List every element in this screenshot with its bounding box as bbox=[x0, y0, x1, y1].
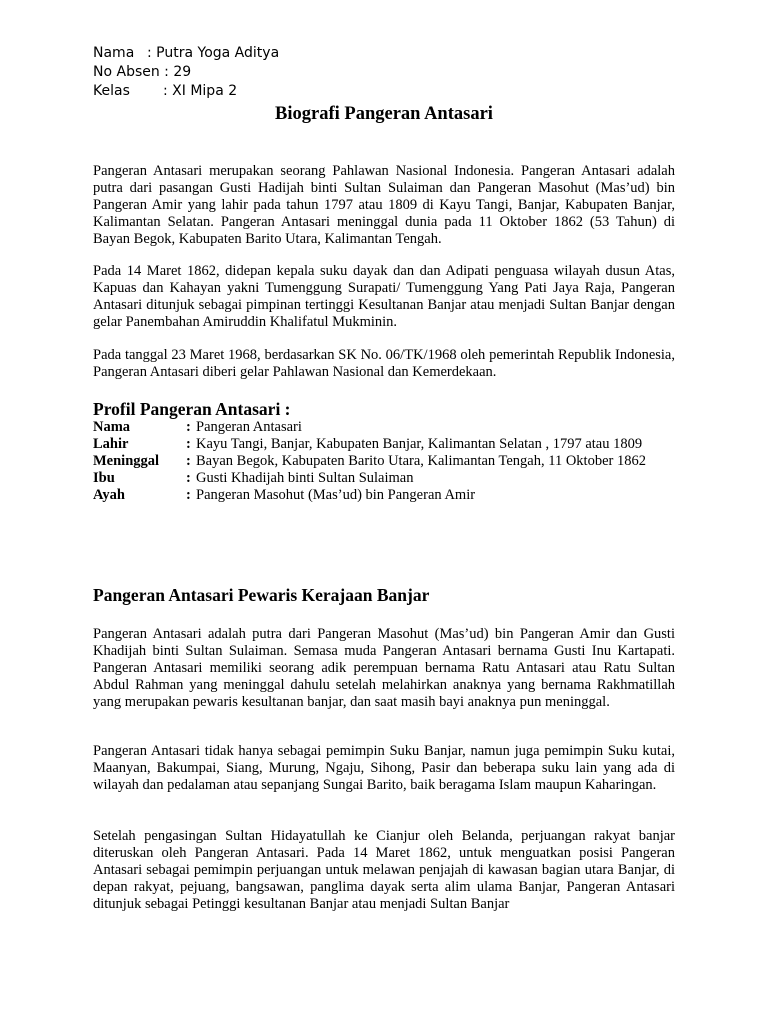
paragraph-text: Pangeran Antasari adalah putra dari Pangeran Masohut (Mas’ud) bin Pangeran Amir dan Gusti Khadijah binti Sultan Sulaiman. Semasa muda Pangeran Antasari bernama Gusti Inu Kartapati. Pangeran Antasari memiliki seorang adik perempuan bernama Ratu Antasari atau Ratu Sultan Abdul Rahman yang meninggal dahulu setelah melahirkan anaknya yang bernama Rakhmatillah yang merupakan pewaris kesultanan banjar, dan saat masih bayi anaknya pun meninggal. bbox=[93, 626, 675, 710]
profile-colon: : bbox=[186, 470, 191, 486]
profile-value: Kayu Tangi, Banjar, Kabupaten Banjar, Kalimantan Selatan , 1797 atau 1809 bbox=[196, 436, 643, 452]
paragraph-text: Setelah pengasingan Sultan Hidayatullah ke Cianjur oleh Belanda, perjuangan rakyat banjar diteruskan oleh Pangeran Antasari. Pada 14 Maret 1862, untuk menguatkan posisi Pangeran Antasari sebagai pemimpin perjuangan untuk melawan penjajah di kawasan bagian utara Banjar, di depan rakyat, pejuang, bangsawan, panglima dayak serta alim ulama Banjar, Pangeran Antasari ditunjuk sebagai Petinggi kesultanan Banjar atau menjadi Sultan Banjar bbox=[93, 828, 675, 912]
paragraph-family bbox=[93, 626, 675, 711]
profile-colon: : bbox=[186, 436, 191, 452]
paragraph-text: Pada 14 Maret 1862, didepan kepala suku dayak dan dan Adipati penguasa wilayah dusun Atas, Kapuas dan Kahayan yakni Tumenggung Surapati/ Tumenggung Yang Pati Jaya Raja, Pangeran Antasari ditunjuk sebagai pimpinan tertinggi Kesultanan Banjar atau menjadi Sultan Banjar dengan gelar Panembahan Amiruddin Khalifatul Mukminin. bbox=[93, 263, 675, 330]
paragraph-text: Pangeran Antasari merupakan seorang Pahlawan Nasional Indonesia. Pangeran Antasari adalah putra dari pasangan Gusti Hadijah binti Sultan Sulaiman dan Pangeran Masohut (Mas’ud) bin Pangeran Amir yang lahir pada tahun 1797 atau 1809 di Kayu Tangi, Banjar, Kabupaten Banjar, Kalimantan Selatan. Pangeran Antasari meninggal dunia pada 11 Oktober 1862 (53 Tahun) di Bayan Begok, Kabupaten Barito Utara, Kalimantan Tengah. bbox=[93, 163, 675, 247]
paragraph-text: Pada tanggal 23 Maret 1968, berdasarkan SK No. 06/TK/1968 oleh pemerintah Republik Indonesia, Pangeran Antasari diberi gelar Pahlawan Nasional dan Kemerdekaan. bbox=[93, 347, 675, 380]
student-name-value: : Putra Yoga Aditya bbox=[147, 45, 280, 61]
profile-row-meninggal bbox=[93, 453, 653, 470]
paragraph-tribes bbox=[93, 743, 675, 794]
document-title: Biografi Pangeran Antasari bbox=[275, 104, 493, 124]
profile-row-ayah bbox=[93, 487, 653, 504]
profile-label: Ayah bbox=[93, 487, 125, 503]
profile-label: Nama bbox=[93, 419, 131, 435]
profile-heading: Profil Pangeran Antasari : bbox=[93, 399, 291, 419]
profile-row-lahir bbox=[93, 436, 653, 453]
student-absen-label: No Absen bbox=[93, 64, 160, 80]
student-name-label: Nama bbox=[93, 45, 135, 61]
profile-colon: : bbox=[186, 487, 191, 503]
student-absen-value: : 29 bbox=[159, 64, 192, 80]
student-absen-row bbox=[93, 63, 279, 82]
student-class-row bbox=[93, 82, 279, 101]
student-class-label: Kelas bbox=[93, 83, 130, 99]
paragraph-national-hero bbox=[93, 347, 675, 381]
paragraph-appointment bbox=[93, 263, 675, 331]
profile-label: Meninggal bbox=[93, 453, 160, 469]
paragraph-text: Pangeran Antasari tidak hanya sebagai pemimpin Suku Banjar, namun juga pemimpin Suku kutai, Maanyan, Bakumpai, Siang, Murung, Ngaju, Sihong, Pasir dan beberapa suku lain yang ada di wilayah dan pedalaman atau sepanjang Sungai Barito, baik beragama Islam maupun Kaharingan. bbox=[93, 743, 675, 793]
profile-label: Ibu bbox=[93, 470, 115, 486]
profile-value: Gusti Khadijah binti Sultan Sulaiman bbox=[196, 470, 414, 486]
paragraph-struggle bbox=[93, 828, 675, 913]
student-info bbox=[93, 44, 279, 101]
profile-row-ibu bbox=[93, 470, 653, 487]
profile-colon: : bbox=[186, 453, 191, 469]
profile-table bbox=[93, 419, 653, 504]
paragraph-intro bbox=[93, 163, 675, 248]
profile-label: Lahir bbox=[93, 436, 129, 452]
profile-value: Pangeran Antasari bbox=[196, 419, 302, 435]
section-heading-pewaris: Pangeran Antasari Pewaris Kerajaan Banjar bbox=[93, 585, 430, 605]
profile-colon: : bbox=[186, 419, 191, 435]
profile-value: Bayan Begok, Kabupaten Barito Utara, Kalimantan Tengah, 11 Oktober 1862 bbox=[196, 453, 646, 469]
profile-value: Pangeran Masohut (Mas’ud) bin Pangeran Amir bbox=[196, 487, 476, 503]
student-name-row bbox=[93, 44, 279, 63]
student-class-value: : XI Mipa 2 bbox=[163, 83, 238, 99]
profile-row-nama bbox=[93, 419, 653, 436]
